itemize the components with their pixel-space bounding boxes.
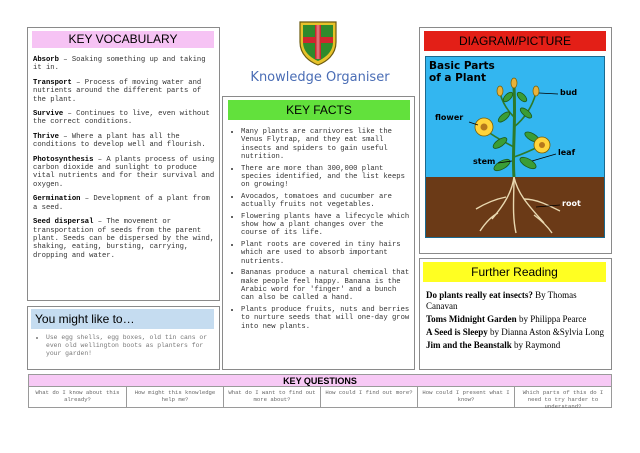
vocab-item: Transport – Process of moving water and nutrients around the different parts of the plant.	[33, 78, 202, 104]
page-title: Knowledge Organiser	[250, 70, 390, 85]
fact-item: • Plants produce fruits, nuts and berries to nurture seeds that will one-day grow into new plants.	[241, 306, 412, 331]
questions-heading: KEY QUESTIONS	[28, 374, 612, 387]
diagram-title: Basic Parts of a Plant	[429, 60, 495, 84]
fact-item: • Many plants are carnivores like the Venus Flytrap, and they eat small insects and spiders to gain useful nutrition.	[241, 128, 412, 162]
fact-item: • Plant roots are covered in tiny hairs which are used to absorb important nutrients.	[241, 241, 412, 266]
label-bud: bud	[560, 88, 578, 97]
question-cell: Which parts of this do I need to try harder to understand?	[522, 389, 604, 410]
vocab-item: Photosynthesis – A plants process of using carbon dioxide and sunlight to produce vital nutrients and for their survival and oxygen.	[33, 155, 215, 189]
reading-list	[426, 290, 606, 353]
stem	[513, 87, 514, 177]
vocab-item: Seed dispersal – The movement or transportation of seeds from the parent plant. Seeds can be dispersed by the wind, shaking, eating, bursting, carrying, dropping and water.	[33, 218, 215, 260]
vocab-item: Survive – Continues to live, even without the correct conditions.	[33, 110, 210, 127]
vocab-item: Thrive – Where a plant has all the conditions to develop well and flourish.	[33, 132, 206, 150]
question-cell: How could I present what I know?	[418, 387, 515, 407]
fact-item: • Bananas produce a natural chemical that make people feel happy. Banana is the Arabic word for 'finger' and a bunch can also be called a hand.	[241, 269, 412, 303]
vocab-item: Germination – Development of a plant from a seed.	[33, 195, 210, 212]
fact-item: • Flowering plants have a lifecycle which show how a plant changes over the course of its life.	[241, 213, 412, 238]
label-root: root	[562, 199, 581, 208]
might-like-heading: You might like to…	[31, 309, 214, 329]
facts-heading: KEY FACTS	[228, 100, 410, 120]
questions-row	[28, 387, 612, 408]
facts-list	[229, 128, 412, 334]
reading-heading: Further Reading	[423, 262, 606, 282]
question-cell: What do I want to find out more about?	[224, 387, 321, 407]
label-leaf: leaf	[558, 148, 576, 157]
label-flower: flower	[435, 113, 464, 122]
label-stem: stem	[473, 157, 496, 166]
book-item: A Seed is Sleepy by Dianna Aston &Sylvia Long	[426, 327, 605, 337]
vocabulary-heading: KEY VOCABULARY	[32, 31, 214, 48]
question-cell: How could I find out more?	[321, 387, 418, 407]
fact-item: • There are more than 300,000 plant species identified, and the list keeps on growing!	[241, 165, 412, 190]
book-item: Do plants really eat insects? By Thomas Canavan	[426, 290, 577, 311]
book-item: Toms Midnight Garden by Philippa Pearce	[426, 314, 587, 324]
school-crest	[298, 20, 338, 66]
question-cell: How might this knowledge help me?	[127, 387, 224, 407]
book-item: Jim and the Beanstalk by Raymond	[426, 340, 561, 350]
question-cell: What do I know about this already?	[29, 387, 127, 407]
fact-item: • Avocados, tomatoes and cucumber are actually fruits not vegetables.	[241, 193, 412, 210]
plant-diagram	[425, 56, 605, 238]
diagram-heading: DIAGRAM/PICTURE	[424, 31, 606, 51]
might-like-list	[34, 334, 214, 360]
might-like-item: • Use egg shells, egg boxes, old tin cans or even old wellington boots as planters for your garden!	[46, 334, 214, 357]
vocabulary-list	[33, 56, 215, 266]
vocab-item: Absorb – Soaking something up and taking it in.	[33, 56, 206, 73]
